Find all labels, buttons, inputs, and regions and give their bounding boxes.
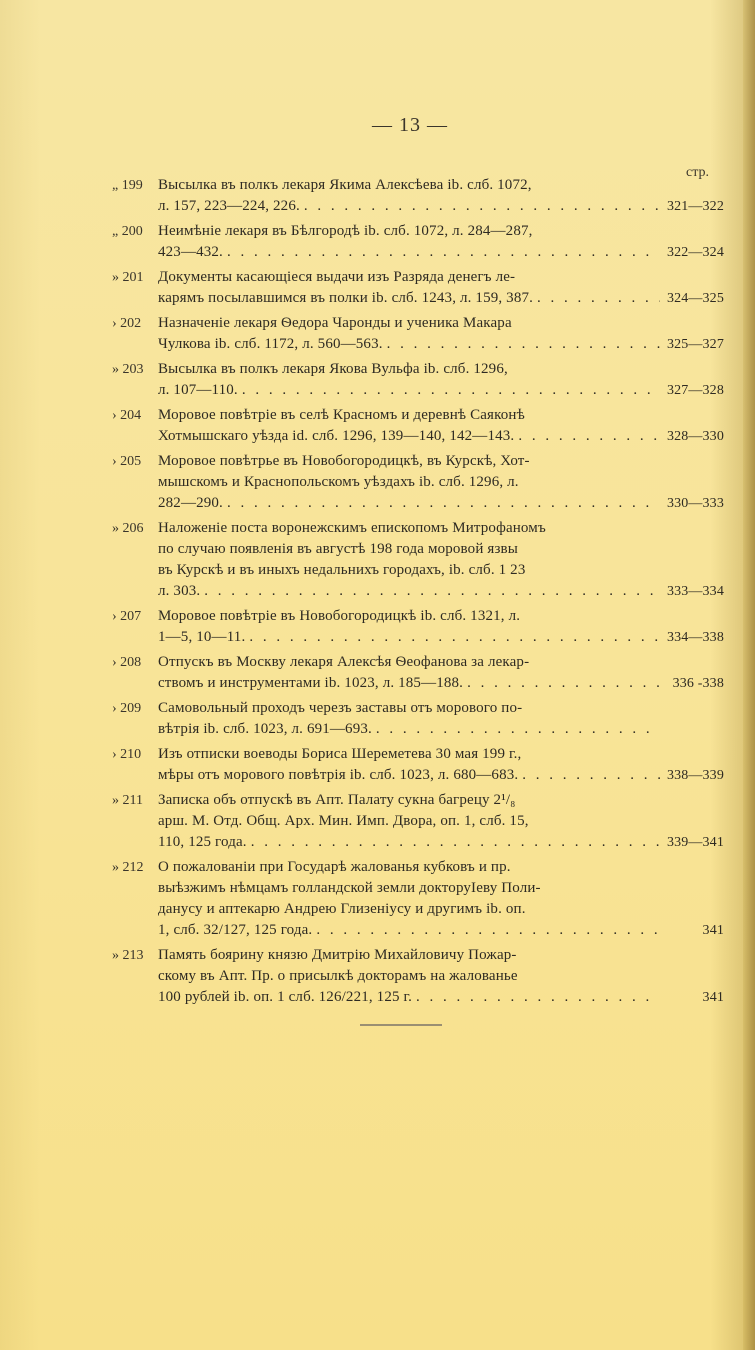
entry-text-line: Назначеніе лекаря Ѳедора Чаронды и ученика Макара: [158, 315, 512, 331]
dot-leader: [376, 719, 660, 740]
entry-text-line: Моровое повѣтрье въ Новобогородицкѣ, въ Курскѣ, Хот-: [158, 453, 530, 469]
table-of-contents: [112, 175, 724, 1012]
entry-text-line: выѣзжимъ нѣмцамъ голландской земли докторуІеву Поли-: [158, 880, 541, 896]
dot-leader: [518, 426, 660, 447]
entry-body: [158, 652, 724, 694]
entry-text-line: л. 157, 223—224, 226.: [158, 198, 300, 214]
entry-number: » 203: [112, 362, 144, 377]
dot-leader: [304, 196, 660, 217]
toc-entry: [112, 518, 724, 602]
entry-last-line: [158, 765, 724, 786]
page-range: 327—328: [666, 383, 724, 398]
page-range: 324—325: [666, 291, 724, 306]
toc-entry: [112, 790, 724, 853]
entry-text-line: Высылка въ полкъ лекаря Якима Алексѣева ib. слб. 1072,: [158, 177, 532, 193]
entry-text-line: мѣры отъ морового повѣтрія ib. слб. 1023, л. 680—683.: [158, 767, 519, 783]
page-range: 338—339: [666, 768, 724, 783]
entry-last-line: [158, 380, 724, 401]
dot-leader: [227, 493, 660, 514]
entry-body: [158, 698, 724, 740]
dot-leader: [387, 334, 660, 355]
entry-number: » 211: [112, 793, 143, 808]
toc-entry: [112, 405, 724, 447]
toc-entry: [112, 175, 724, 217]
entry-text-line: карямъ посылавшимся въ полки ib. слб. 1243, л. 159, 387.: [158, 290, 534, 306]
page-number: — 13 —: [372, 114, 448, 136]
entry-last-line: [158, 719, 724, 740]
page-range: 330—333: [666, 496, 724, 511]
entry-text-line: 1—5, 10—11.: [158, 629, 246, 645]
page-range: 341: [702, 990, 724, 1005]
entry-text-line: Память боярину князю Дмитрію Михайловичу Пожар-: [158, 947, 517, 963]
entry-last-line: [158, 581, 724, 602]
entry-text-line: по случаю появленія въ августѣ 198 года моровой язвы: [158, 541, 518, 557]
dot-leader: [242, 380, 660, 401]
entry-text-line: Отпускъ въ Москву лекаря Алексѣя Ѳеофанова за лекар-: [158, 654, 530, 670]
entry-number: › 204: [112, 408, 142, 423]
dot-leader: [204, 581, 660, 602]
toc-entry: [112, 945, 724, 1008]
entry-text-line: данусу и аптекарю Андрею Глизеніусу и другимъ ib. оп.: [158, 901, 526, 917]
entry-text-line: Высылка въ полкъ лекаря Якова Вульфа ib. слб. 1296,: [158, 361, 508, 377]
dot-leader: [467, 673, 660, 694]
entry-number: › 205: [112, 454, 142, 469]
entry-last-line: [158, 426, 724, 447]
page-range: 339—341: [666, 835, 724, 850]
entry-text-line: 423—432.: [158, 244, 223, 260]
entry-text-line: 110, 125 года.: [158, 834, 247, 850]
entry-number: „ 200: [112, 224, 143, 239]
end-divider: [360, 1024, 442, 1026]
entry-text-line: Моровое повѣтріе въ Новобогородицкѣ ib. слб. 1321, л.: [158, 608, 521, 624]
entry-body: [158, 744, 724, 786]
entry-text-line: мышскомъ и Краснопольскомъ уѣздахъ ib. слб. 1296, л.: [158, 474, 519, 490]
page-range: 325—327: [666, 337, 724, 352]
entry-text-line: въ Курскѣ и въ иныхъ недальнихъ городахъ, ib. слб. 1 23: [158, 562, 526, 578]
entry-body: [158, 313, 724, 355]
toc-entry: [112, 267, 724, 309]
entry-body: [158, 857, 724, 941]
dot-leader: [227, 242, 660, 263]
dot-leader: [537, 288, 660, 309]
page-range: 328—330: [666, 429, 724, 444]
entry-body: [158, 518, 724, 602]
entry-body: [158, 221, 724, 263]
entry-number: » 213: [112, 948, 144, 963]
entry-text-line: скому въ Апт. Пр. о присылкѣ докторамъ на жалованье: [158, 968, 518, 984]
entry-number: › 209: [112, 701, 142, 716]
book-spine-shadow: [743, 0, 755, 1350]
entry-text-line: 100 рублей ib. оп. 1 слб. 126/221, 125 г.: [158, 989, 413, 1005]
entry-text-line: л. 107—110.: [158, 382, 238, 398]
entry-text-line: О пожалованіи при Государѣ жалованья кубковъ и пр.: [158, 859, 511, 875]
entry-last-line: [158, 832, 724, 853]
entry-text-line: арш. М. Отд. Общ. Арх. Мин. Имп. Двора, оп. 1, слб. 15,: [158, 813, 529, 829]
toc-entry: [112, 359, 724, 401]
entry-last-line: [158, 673, 724, 694]
entry-body: [158, 175, 724, 217]
entry-body: [158, 790, 724, 853]
page-range: 322—324: [666, 245, 724, 260]
entry-last-line: [158, 288, 724, 309]
entry-body: [158, 606, 724, 648]
page-range: 333—334: [666, 584, 724, 599]
toc-entry: [112, 857, 724, 941]
entry-text-line: 1, слб. 32/127, 125 года.: [158, 922, 313, 938]
toc-entry: [112, 606, 724, 648]
entry-last-line: [158, 987, 724, 1008]
entry-number: › 207: [112, 609, 142, 624]
dot-leader: [416, 987, 660, 1008]
entry-text-line: вѣтрія ib. слб. 1023, л. 691—693.: [158, 721, 372, 737]
entry-number: › 210: [112, 747, 142, 762]
toc-entry: [112, 698, 724, 740]
entry-body: [158, 451, 724, 514]
dot-leader: [316, 920, 660, 941]
entry-last-line: [158, 920, 724, 941]
entry-last-line: [158, 627, 724, 648]
entry-number: » 206: [112, 521, 144, 536]
entry-text-line: Документы касающіеся выдачи изъ Разряда денегъ ле-: [158, 269, 516, 285]
entry-last-line: [158, 242, 724, 263]
entry-number: › 202: [112, 316, 142, 331]
toc-entry: [112, 744, 724, 786]
page-range: 321—322: [666, 199, 724, 214]
entry-text-line: Хотмышскаго уѣзда id. слб. 1296, 139—140, 142—143.: [158, 428, 515, 444]
entry-last-line: [158, 334, 724, 355]
toc-entry: [112, 652, 724, 694]
entry-text-line: Чулкова ib. слб. 1172, л. 560—563.: [158, 336, 383, 352]
entry-body: [158, 267, 724, 309]
entry-body: [158, 945, 724, 1008]
entry-text-line: Записка объ отпускѣ въ Апт. Палату сукна багрецу 2¹/₈: [158, 792, 516, 808]
pages-column-header: стр.: [686, 165, 710, 180]
entry-text-line: ствомъ и инструментами ib. 1023, л. 185—188.: [158, 675, 464, 691]
entry-body: [158, 359, 724, 401]
page-range: 334—338: [666, 630, 724, 645]
entry-text-line: Изъ отписки воеводы Бориса Шереметева 30 мая 199 г.,: [158, 746, 522, 762]
toc-entry: [112, 451, 724, 514]
entry-text-line: Моровое повѣтріе въ селѣ Красномъ и деревнѣ Саяконѣ: [158, 407, 525, 423]
entry-number: „ 199: [112, 178, 143, 193]
dot-leader: [522, 765, 660, 786]
entry-body: [158, 405, 724, 447]
entry-last-line: [158, 196, 724, 217]
dot-leader: [251, 832, 660, 853]
entry-text-line: Неимѣніе лекаря въ Бѣлгородѣ ib. слб. 1072, л. 284—287,: [158, 223, 533, 239]
entry-last-line: [158, 493, 724, 514]
dot-leader: [249, 627, 660, 648]
toc-entry: [112, 221, 724, 263]
entry-number: » 201: [112, 270, 144, 285]
entry-number: » 212: [112, 860, 144, 875]
page-range: 341: [702, 923, 724, 938]
entry-text-line: 282—290.: [158, 495, 223, 511]
entry-text-line: Самовольный проходъ черезъ заставы отъ морового по-: [158, 700, 523, 716]
entry-number: › 208: [112, 655, 142, 670]
toc-entry: [112, 313, 724, 355]
entry-text-line: Наложеніе поста воронежскимъ епископомъ Митрофаномъ: [158, 520, 546, 536]
page-range: 336 -338: [672, 676, 724, 691]
entry-text-line: л. 303.: [158, 583, 201, 599]
